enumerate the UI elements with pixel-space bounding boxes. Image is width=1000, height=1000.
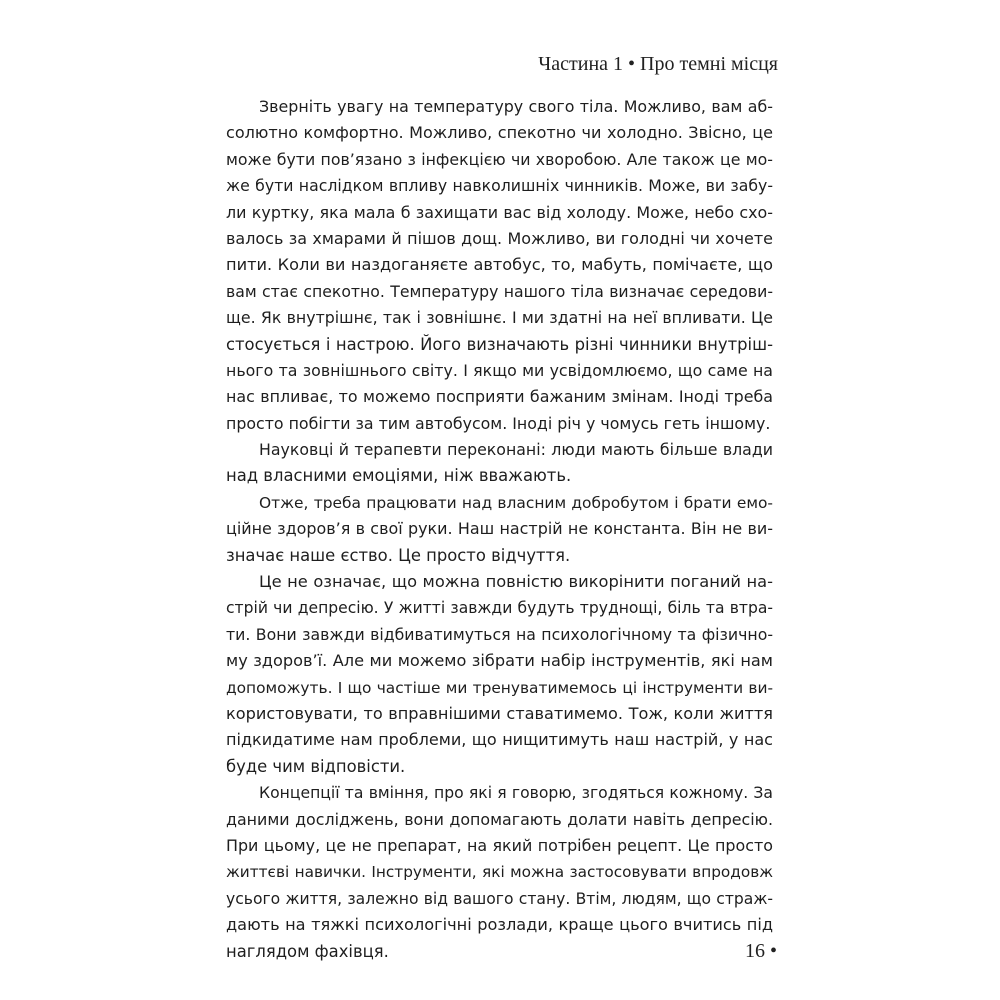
text-line: солютно комфортно. Можливо, спекотно чи холодно. Звісно, це: [226, 123, 773, 143]
paragraph: [226, 94, 773, 437]
text-line: просто побігти за тим автобусом. Іноді річ у чомусь геть іншому.: [226, 413, 771, 433]
text-line: Зверніть увагу на температуру свого тіла. Можливо, вам аб-: [259, 97, 773, 116]
text-line: же бути наслідком впливу навколишніх чинників. Може, ви забу-: [226, 176, 773, 196]
text-line: дають на тяжкі психологічні розлади, краще цього вчитись під: [226, 915, 773, 935]
text-line: вам стає спекотно. Температуру нашого тіла визначає середови-: [226, 281, 773, 301]
text-line: валось за хмарами й пішов дощ. Можливо, ви голодні чи хочете: [226, 228, 773, 248]
text-line: Це не означає, що можна повністю викорінити поганий на-: [259, 572, 773, 592]
text-line: підкидатиме нам проблеми, що нищитимуть наш настрій, у нас: [226, 730, 773, 750]
text-line: Концепції та вміння, про які я говорю, згодяться кожному. За: [259, 784, 773, 803]
text-line: допоможуть. І що частіше ми тренуватимемось ці інструменти ви-: [226, 678, 773, 697]
text-line: Отже, треба працювати над власним добробутом і брати емо-: [259, 493, 773, 512]
paragraph: [226, 780, 773, 965]
text-line: даними досліджень, вони допомагають долати навіть депресію.: [226, 809, 773, 829]
paragraph: [226, 437, 773, 490]
text-line: ли куртку, яка мала б захищати вас від холоду. Може, небо схо-: [226, 202, 773, 222]
body-text: [226, 94, 773, 965]
text-line: му здоров’ї. Але ми можемо зібрати набір інструментів, які нам: [226, 651, 773, 671]
paragraph: [226, 569, 773, 780]
text-line: може бути пов’язано з інфекцією чи хворобою. Але також це мо-: [226, 149, 773, 169]
text-line: нас впливає, то можемо посприяти бажаним змінам. Іноді треба: [226, 387, 773, 407]
running-head: Частина 1 • Про темні місця: [538, 53, 778, 75]
page-number: 16 •: [744, 940, 777, 962]
text-line: стосується і настрою. Його визначають різні чинники внутріш-: [226, 334, 773, 354]
text-line: ційне здоров’я в свої руки. Наш настрій не константа. Він не ви-: [226, 519, 773, 539]
text-line: усього життя, залежно від вашого стану. Втім, людям, що страж-: [226, 889, 773, 908]
text-line: значає наше єство. Це просто відчуття.: [226, 545, 571, 565]
text-line: стрій чи депресію. У житті завжди будуть труднощі, біль та втра-: [226, 599, 773, 618]
text-line: життєві навички. Інструменти, які можна застосовувати впродовж: [226, 863, 773, 882]
text-line: наглядом фахівця.: [226, 941, 389, 961]
text-line: над власними емоціями, ніж вважають.: [226, 466, 572, 486]
text-line: ще. Як внутрішнє, так і зовнішнє. І ми здатні на неї впливати. Це: [226, 308, 773, 328]
text-line: буде чим відповісти.: [226, 756, 406, 776]
text-line: ти. Вони завжди відбиватимуться на психологічному та фізично-: [226, 624, 773, 644]
text-line: пити. Коли ви наздоганяєте автобус, то, мабуть, помічаєте, що: [226, 255, 773, 275]
paragraph: [226, 490, 773, 569]
text-line: При цьому, це не препарат, на який потрібен рецепт. Це просто: [226, 835, 773, 855]
text-line: користовувати, то вправнішими ставатимемо. Тож, коли життя: [226, 703, 773, 723]
text-line: Науковці й терапевти переконані: люди мають більше влади: [259, 440, 773, 460]
text-line: нього та зовнішнього світу. І якщо ми усвідомлюємо, що саме на: [226, 360, 773, 380]
